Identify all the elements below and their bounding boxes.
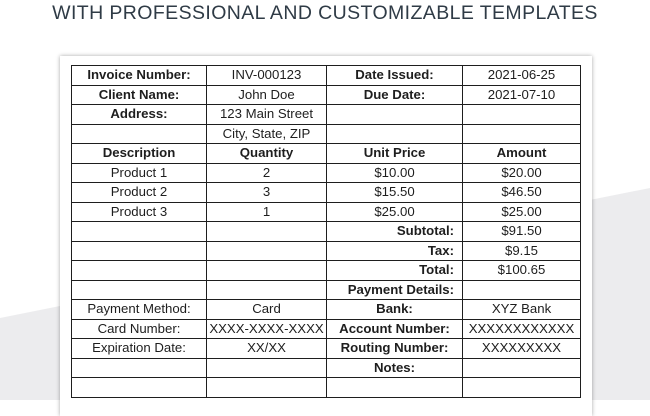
- card-number-label: Card Number:: [72, 319, 207, 339]
- due-date-value: 2021-07-10: [463, 85, 581, 105]
- item-unit-price: $15.50: [327, 183, 463, 203]
- item-unit-price: $25.00: [327, 202, 463, 222]
- empty-cell: [72, 280, 207, 300]
- expiration-date-value: XX/XX: [207, 339, 327, 359]
- column-header-unit-price: Unit Price: [327, 144, 463, 164]
- headline: WITH PROFESSIONAL AND CUSTOMIZABLE TEMPLATES: [52, 2, 598, 24]
- item-quantity: 1: [207, 202, 327, 222]
- subtotal-value: $91.50: [463, 222, 581, 242]
- card-number-value: XXXX-XXXX-XXXX: [207, 319, 327, 339]
- empty-cell: [327, 105, 463, 125]
- column-header-quantity: Quantity: [207, 144, 327, 164]
- empty-cell: [207, 261, 327, 281]
- empty-cell: [207, 378, 327, 398]
- empty-cell: [207, 358, 327, 378]
- table-row: [72, 339, 581, 359]
- empty-cell: [72, 124, 207, 144]
- invoice-number-label: Invoice Number:: [72, 66, 207, 86]
- table-row: [72, 241, 581, 261]
- expiration-date-label: Expiration Date:: [72, 339, 207, 359]
- table-row: [72, 280, 581, 300]
- empty-cell: [463, 280, 581, 300]
- table-row: [72, 124, 581, 144]
- table-row: [72, 319, 581, 339]
- subtotal-label: Subtotal:: [327, 222, 463, 242]
- bank-value: XYZ Bank: [463, 300, 581, 320]
- tax-value: $9.15: [463, 241, 581, 261]
- address-label: Address:: [72, 105, 207, 125]
- item-description: Product 3: [72, 202, 207, 222]
- table-row: [72, 66, 581, 86]
- table-row: [72, 105, 581, 125]
- table-row: [72, 202, 581, 222]
- table-row: [72, 358, 581, 378]
- empty-cell: [327, 378, 463, 398]
- item-description: Product 2: [72, 183, 207, 203]
- table-row: [72, 183, 581, 203]
- invoice-sheet: [60, 56, 592, 416]
- table-row: [72, 261, 581, 281]
- routing-number-value: XXXXXXXXX: [463, 339, 581, 359]
- empty-cell: [72, 358, 207, 378]
- empty-cell: [463, 105, 581, 125]
- table-row: [72, 378, 581, 398]
- total-label: Total:: [327, 261, 463, 281]
- item-amount: $46.50: [463, 183, 581, 203]
- column-header-amount: Amount: [463, 144, 581, 164]
- due-date-label: Due Date:: [327, 85, 463, 105]
- table-row: [72, 300, 581, 320]
- column-header-description: Description: [72, 144, 207, 164]
- address-line2: City, State, ZIP: [207, 124, 327, 144]
- empty-cell: [72, 241, 207, 261]
- table-row: [72, 222, 581, 242]
- address-line1: 123 Main Street: [207, 105, 327, 125]
- empty-cell: [207, 222, 327, 242]
- date-issued-value: 2021-06-25: [463, 66, 581, 86]
- item-quantity: 3: [207, 183, 327, 203]
- item-amount: $20.00: [463, 163, 581, 183]
- payment-method-value: Card: [207, 300, 327, 320]
- payment-method-label: Payment Method:: [72, 300, 207, 320]
- item-quantity: 2: [207, 163, 327, 183]
- notes-label: Notes:: [327, 358, 463, 378]
- empty-cell: [72, 222, 207, 242]
- table-row: [72, 163, 581, 183]
- item-unit-price: $10.00: [327, 163, 463, 183]
- date-issued-label: Date Issued:: [327, 66, 463, 86]
- tax-label: Tax:: [327, 241, 463, 261]
- empty-cell: [207, 280, 327, 300]
- invoice-table: [71, 65, 581, 398]
- item-description: Product 1: [72, 163, 207, 183]
- invoice-number-value: INV-000123: [207, 66, 327, 86]
- total-value: $100.65: [463, 261, 581, 281]
- empty-cell: [463, 124, 581, 144]
- payment-details-label: Payment Details:: [327, 280, 463, 300]
- client-name-label: Client Name:: [72, 85, 207, 105]
- routing-number-label: Routing Number:: [327, 339, 463, 359]
- bank-label: Bank:: [327, 300, 463, 320]
- client-name-value: John Doe: [207, 85, 327, 105]
- account-number-value: XXXXXXXXXXXX: [463, 319, 581, 339]
- empty-cell: [463, 358, 581, 378]
- empty-cell: [327, 124, 463, 144]
- empty-cell: [72, 261, 207, 281]
- empty-cell: [72, 378, 207, 398]
- account-number-label: Account Number:: [327, 319, 463, 339]
- items-header-row: [72, 144, 581, 164]
- empty-cell: [463, 378, 581, 398]
- empty-cell: [207, 241, 327, 261]
- table-row: [72, 85, 581, 105]
- item-amount: $25.00: [463, 202, 581, 222]
